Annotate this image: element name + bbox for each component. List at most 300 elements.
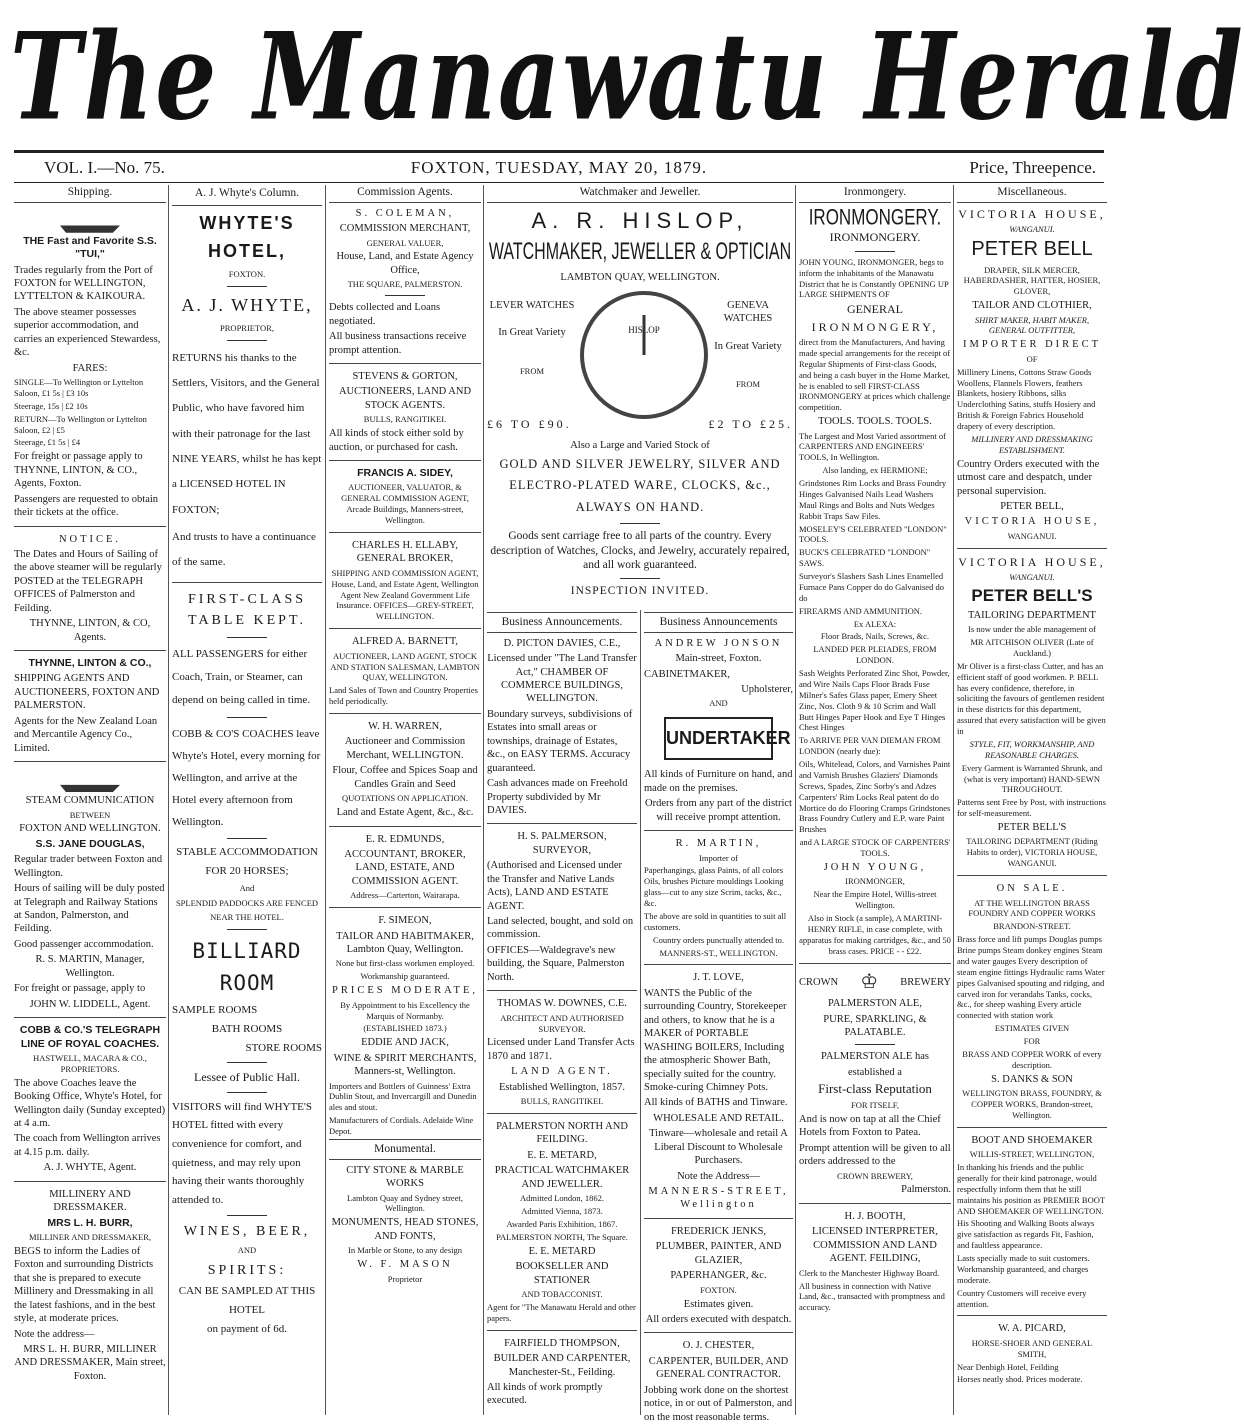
ad-text: Estimates given. (683, 1298, 754, 1310)
ad-text: Hours of sailing will be duly posted at Telegraph and Railway Stations at Sandon, Palmerston, and Feilding. (14, 883, 165, 935)
ad-text: OF (1026, 353, 1038, 364)
ad-text: SAMPLE ROOMS (172, 1003, 258, 1016)
ad-text: MOSELEY'S CELEBRATED "LONDON" TOOLS. (799, 523, 947, 545)
column-whyte (172, 185, 322, 1415)
price-range: £2 TO £25. (708, 416, 793, 431)
ad-text: BULLS, RANGITIKEI. (520, 1096, 604, 1107)
ad-text: SHIPPING AND COMMISSION AGENT, House, Land, and Estate Agent, Wellington Agent New Zealand Government Life Insurance. OFFICES—GREY-STREET, WELLINGTON. (331, 567, 479, 622)
ad-text: LAND AGENT. (511, 1066, 613, 1078)
rule (855, 1044, 895, 1045)
crown-icon: ♔ (860, 970, 879, 993)
ad-text: The coach from Wellington arrives at 4.15 p.m. daily. (14, 1133, 161, 1158)
column-divider (795, 185, 796, 1415)
rule (487, 1113, 637, 1114)
ad-text: Clerk to the Manchester Highway Board. (799, 1267, 940, 1278)
ad-text: And (239, 883, 255, 894)
ad-text: Agent for "The Manawatu Herald and other papers. (487, 1301, 636, 1323)
ad-heading: PETER BELL (971, 237, 1093, 260)
ad-heading: PETER BELL, (1000, 500, 1064, 512)
ad-text: BRASS AND COPPER WORK of every description. (962, 1048, 1102, 1070)
ad-text: In Marble or Stone, to any design (347, 1245, 463, 1256)
ad-heading: Lessee of Public Hall. (194, 1070, 300, 1084)
rule (227, 340, 267, 341)
ad-heading: BOOKSELLER AND STATIONER (515, 1261, 609, 1286)
column-divider (168, 185, 169, 1415)
ad-text: Surveyor's Slashers Sash Lines Enamelled Furnace Pans Copper do do Galvanised do do (799, 571, 944, 603)
ad-text: PAPERHANGER, &c. (670, 1270, 767, 1282)
ad-heading: H. J. BOOTH, (844, 1210, 906, 1222)
ad-heading: ANDREW JONSON (654, 637, 783, 649)
ad-text: Paperhangings, glass Paints, of all colors Oils, brushes Picture mouldings Looking glass—cut to any size Scrim, tacks, &c., &c. (644, 865, 784, 909)
rule (957, 548, 1107, 549)
ad-text: FOR ITSELF, (851, 1099, 899, 1110)
column-divider (953, 185, 954, 1415)
ad-text: All business in connection with Native Land, &c., transacted with promptness and accuracy. (799, 1280, 945, 1313)
ad-text: Awarded Paris Exhibition, 1867. (506, 1218, 618, 1229)
ad-sign: JOHN W. LIDDELL, Agent. (29, 998, 151, 1010)
ad-text: PROPRIETOR, (220, 322, 274, 333)
ad-text: ALL PASSENGERS for either Coach, Train, or Steamer, can depend on being called in time. (172, 647, 311, 707)
rule (957, 1127, 1107, 1128)
billiard-room-heading: BILLIARD ROOM (192, 938, 302, 996)
ad-text: Agents for the New Zealand Loan and Mercantile Agency Co., Limited. (14, 715, 158, 754)
rule (329, 826, 481, 827)
ad-text: Flour, Coffee and Spices Soap and Candles Grain and Seed (332, 765, 478, 790)
ad-text: TAILOR AND HABITMAKER, Lambton Quay, Wellington. (336, 930, 474, 956)
ad-text: Boundary surveys, subdivisions of Estates into small areas or townships, drainage of Estates, &c., on EASY TERMS. Accuracy guaranteed. (487, 708, 633, 774)
ad-text: Is now under the able management of (968, 624, 1096, 635)
ad-text: In Great Variety (714, 340, 782, 352)
ad-heading: E. R. EDMUNDS, (365, 833, 445, 845)
masthead-rule (14, 150, 1104, 153)
ad-text: STYLE, FIT, WORKMANSHIP, AND REASONABLE CHARGES. (969, 738, 1095, 760)
ad-text: QUOTATIONS ON APPLICATION. (341, 793, 469, 804)
ad-heading: TAILORING DEPARTMENT (968, 609, 1096, 621)
rule (799, 1203, 951, 1204)
rule (14, 526, 166, 527)
ad-text: CAN BE SAMPLED AT THIS (178, 1285, 316, 1298)
ad-heading: W. F. MASON (357, 1259, 453, 1271)
ad-text: Land and Estate Agent, &c., &c. (336, 807, 474, 819)
ad-text: For freight or passage, apply to (14, 983, 146, 995)
ad-text: Importers and Bottlers of Guinness' Extra Dublin Stout, and Invercargill and Dunedin ales and stout. (329, 1080, 477, 1113)
ad-text: Land selected, bought, and sold on commission. (487, 916, 634, 941)
rule (487, 1330, 637, 1331)
ad-heading: IRONMONGERY, (811, 319, 939, 334)
ad-heading: VICTORIA HOUSE, (958, 554, 1106, 569)
ad-text: AUCTIONEER, LAND AGENT, STOCK AND STATION SALESMAN, LAMBTON QUAY, WELLINGTON. (330, 650, 480, 683)
ad-text: MILLINERY AND DRESSMAKING ESTABLISHMENT. (971, 433, 1093, 455)
column-heading: Commission Agents. (329, 185, 481, 203)
ad-text: Also in Stock (a sample), A MARTINI-HENRY RIFLE, in case complete, with apparatus for making cartridges, &c., and 50 brass cases. PRICE - - £22. (799, 913, 951, 956)
ad-text: Auctioneer and Commission Merchant, WELLINGTON. (344, 736, 466, 761)
column-ironmongery (799, 185, 951, 1415)
ad-text: ACCOUNTANT, BROKER, LAND, ESTATE, AND COMMISSION AGENT. (344, 848, 466, 887)
column-heading: Miscellaneous. (957, 185, 1107, 203)
ad-text: AUCTIONEER, VALUATOR, & GENERAL COMMISSION AGENT, Arcade Buildings, Manners-street, Wellington. (341, 482, 469, 526)
ad-heading: IRONMONGERY. (808, 204, 942, 230)
ad-text: STABLE ACCOMMODATION (176, 846, 318, 859)
hotel-name: WHYTE'S HOTEL, (199, 212, 295, 261)
rule (799, 963, 951, 964)
ad-text: Importer of (699, 852, 738, 863)
ad-text: The above Coaches leave the Booking Office, Whyte's Hotel, for Wellington daily (Sunday excepted) at 4 a.m. (14, 1077, 166, 1130)
rule (14, 1181, 166, 1182)
ad-heading: R. MARTIN, (675, 838, 762, 850)
rule (644, 1218, 793, 1219)
ad-text: Country orders punctually attended to. (652, 934, 784, 945)
ad-text: BULLS, RANGITIKEI. (363, 414, 447, 425)
rule (329, 460, 481, 461)
ad-heading: VICTORIA HOUSE, (964, 516, 1100, 528)
ad-text: All kinds of stock either sold by auction, or purchased for cash. (329, 428, 464, 453)
ad-text: Workmanship guaranteed. (360, 971, 450, 982)
price-range: £6 TO £90. (487, 416, 572, 431)
ad-heading: INSPECTION INVITED. (570, 585, 710, 598)
ad-heading: F. SIMEON, (378, 915, 432, 927)
ad-text: Address—Carterton, Wairarapa. (350, 890, 460, 901)
ad-text: WILLIS-STREET, WELLINGTON, (969, 1149, 1095, 1160)
ad-text: By Appointment to his Excellency the Marquis of Normanby. (340, 999, 470, 1021)
ad-heading: JOHN YOUNG, (823, 861, 927, 873)
column-business-right (644, 612, 793, 1423)
undertaker-heading: UNDERTAKER (666, 728, 791, 749)
column-heading: Business Announcements. (487, 612, 637, 633)
ad-heading: PLUMBER, PAINTER, AND GLAZIER, (655, 1241, 782, 1266)
ad-text: All kinds of BATHS and Tinware. (644, 1097, 788, 1109)
ad-text: THE SQUARE, PALMERSTON. (347, 279, 463, 290)
ad-heading: BOOT AND SHOEMAKER (971, 1134, 1093, 1146)
ad-text: LEVER WATCHES (489, 299, 575, 311)
ad-text: SHIRT MAKER, HABIT MAKER, GENERAL OUTFITTER, (974, 314, 1090, 336)
ad-text: None but first-class workmen employed. (335, 958, 475, 969)
ad-text: Established Wellington, 1857. (498, 1081, 626, 1093)
issue-price: Price, Threepence. (969, 158, 1096, 177)
ad-heading: THOMAS W. DOWNES, C.E. (497, 998, 627, 1010)
fare-line: Steerage, 15s | £2 10s (14, 400, 88, 411)
ad-heading: AUCTIONEERS, LAND AND STOCK AGENTS. (338, 386, 472, 411)
ad-text: MILLINER AND DRESSMAKER, (28, 1232, 152, 1243)
ad-heading: J. T. LOVE, (693, 972, 744, 984)
ad-text: SPLENDID PADDOCKS ARE FENCED NEAR THE HOTEL. (175, 898, 319, 922)
ad-text: HORSE-SHOER AND GENERAL SMITH, (971, 1337, 1093, 1359)
ad-text: Millinery Linens, Cottons Straw Goods Woollens, Flannels Flowers, feathers Blankets, hosiery Ribbons, silks Underclothing Satins, stuffs Hosiery and British & Foreign Fabrics Household drapery of every description. (957, 366, 1096, 432)
ad-text: Manufacturers of Cordials. Adelaide Wine Depot. (329, 1115, 474, 1137)
ad-text: Palmerston. (901, 1184, 951, 1196)
ad-text: Mr Oliver is a first-class Cutter, and has an efficient staff of good workmen. P. BELL has every confidence, therefore, in soliciting the favours of gentlemen resident in these districts for this department, assured that every satisfaction will be given in (957, 660, 1106, 737)
ad-text: Admitted London, 1862. (519, 1193, 605, 1204)
ad-text: All orders executed with despatch. (645, 1313, 792, 1325)
ad-text: House, Land, and Estate Agency Office, (336, 251, 474, 276)
rule (329, 628, 481, 629)
rule (227, 1092, 267, 1093)
ad-text: Proprietor (387, 1273, 423, 1284)
rule (329, 532, 481, 533)
rule (620, 578, 660, 579)
ad-heading: PETER BELL'S (971, 585, 1093, 605)
ad-heading: O. J. CHESTER, (682, 1340, 755, 1352)
column-shipping (14, 185, 166, 1415)
ad-text: AND (709, 698, 728, 709)
ad-heading: TOOLS. TOOLS. TOOLS. (818, 416, 932, 428)
ad-text: BRANDON-STREET. (993, 921, 1071, 932)
ad-heading: H. S. PALMERSON, SURVEYOR, (517, 831, 607, 856)
lever-watches-block (487, 297, 577, 379)
fare-line: RETURN—To Wellington or Lyttelton Saloon, £2 | £5 (14, 413, 147, 435)
ad-heading: COBB & CO.'S TELEGRAPH LINE OF ROYAL COACHES. (19, 1024, 161, 1050)
ad-text: PALMERSTON NORTH, The Square. (496, 1231, 628, 1242)
ad-text: All kinds of work promptly executed. (487, 1381, 603, 1407)
ad-heading: PRICES MODERATE, (331, 985, 478, 997)
ad-text: PRACTICAL WATCHMAKER AND JEWELLER. (494, 1165, 630, 1190)
ad-text: VISITORS will find WHYTE'S HOTEL fitted with every convenience for comfort, and quietness, and may rely upon having their wants thoroughly attended to. (172, 1100, 312, 1207)
ad-text: WANGANUI. (1009, 572, 1055, 583)
ad-heading: W. A. PICARD, (998, 1323, 1066, 1335)
steamship-icon (60, 768, 120, 792)
ad-text: Ex ALEXA: (853, 618, 897, 629)
column-watchmaker (487, 185, 793, 605)
ad-heading: ALFRED A. BARNETT, (352, 636, 458, 648)
ad-heading: E. E. METARD (528, 1245, 596, 1257)
rule (227, 637, 267, 638)
ad-text: Prompt attention will be given to all orders addressed to the (799, 1142, 951, 1168)
ad-text: HOTEL (228, 1304, 266, 1317)
column-heading: A. J. Whyte's Column. (172, 185, 322, 206)
ad-text: All kinds of Furniture on hand, and made on the premises. (644, 769, 793, 794)
rule (14, 650, 166, 651)
ad-text: Main-street, Foxton. (675, 653, 762, 665)
ad-text: (Authorised and Licensed under the Transfer and Native Lands Acts), LAND AND ESTATE AGENT. (487, 860, 622, 912)
rule (227, 929, 267, 930)
rule (487, 823, 637, 824)
rule (227, 717, 267, 718)
ad-text: BEGS to inform the Ladies of Foxton and surrounding Districts that she is prepared to execute Millinery and Dressmaking in all the latest fashions, and in the best style, at moderate prices. (14, 1245, 156, 1325)
volume-number: VOL. I.—No. 75. (44, 158, 165, 177)
ad-text: Also a Large and Varied Stock of (570, 439, 710, 451)
column-heading: Business Announcements (644, 612, 793, 633)
ad-text: CROWN BREWERY, (837, 1170, 913, 1181)
watch-illustration-area (487, 287, 793, 437)
ad-text: on payment of 6d. (206, 1323, 288, 1336)
ad-heading: COMMISSION MERCHANT, (339, 223, 471, 235)
ad-text: MR AITCHISON OLIVER (Late of Auckland.) (970, 637, 1094, 658)
ad-heading: STEVENS & GORTON, (352, 370, 458, 382)
watch-face-label: HISLOP (628, 324, 660, 335)
ad-text: Grindstones Rim Locks and Brass Foundry Hinges Galvanised Nails Lead Washers Maul Rings and Bolts and Nuts Wedges Rabbit Traps Saw Files. (799, 478, 947, 521)
ad-heading: GOLD AND SILVER JEWELRY, SILVER AND ELECTRO-PLATED WARE, CLOCKS, &c., ALWAYS ON HAND. (499, 457, 781, 514)
ad-heading: ON SALE. (996, 883, 1068, 895)
column-miscellaneous (957, 185, 1107, 1415)
ad-text: Cash advances made on Freehold Property subdivided by Mr DAVIES. (487, 778, 628, 816)
ad-text: Every Garment is Warranted Shrunk, and (what is very important) HAND-SEWN THROUGHOUT. (961, 762, 1103, 795)
ad-text: GENERAL VALUER, (366, 237, 444, 248)
ad-text: FOR (1023, 1036, 1041, 1047)
rule (227, 838, 267, 839)
column-heading: Shipping. (14, 185, 166, 203)
ad-text: direct from the Manufacturers, And having made special arrangements for the receipt of Regular Shipments of First-class Goods, and being a cash buyer in the Home Market, he is enabled to sell FIRST-CLASS IRONMONGERY at prices which challenge competition. (799, 337, 951, 413)
ad-heading: TAILOR AND CLOTHIER, (972, 300, 1092, 312)
ad-text: All business transactions receive prompt attention. (329, 331, 467, 356)
crown-brewery-banner (799, 970, 951, 996)
ad-text: To ARRIVE PER VAN DIEMAN FROM LONDON (nearly due): (799, 735, 941, 757)
ad-heading: BREWERY (900, 976, 951, 988)
geneva-watches-block (703, 297, 793, 392)
undertaker-box (664, 717, 791, 760)
ad-text: Note the Address— (677, 1170, 760, 1182)
rule (644, 1332, 793, 1333)
ad-text: Sash Weights Perforated Zinc Shot, Powder, and Wire Nails Caps Floor Brads Fuse Milner's Safes Glass paper, Emery Sheet Zinc, Nos. Cloth 9 & 10 Scrim and Wall Butt Hinges Paper Hook and Eye T Hinges Chest Hinges (799, 668, 950, 733)
ad-heading: FREDERICK JENKS, (670, 1225, 767, 1237)
ad-text: PURE, SPARKLING, & PALATABLE. (823, 1013, 927, 1039)
ad-heading: PETER BELL'S (997, 822, 1067, 834)
ad-text: SHIPPING AGENTS AND AUCTIONEERS, FOXTON AND PALMERSTON. (14, 673, 160, 712)
ad-text: IRONMONGER, (845, 876, 905, 887)
ad-text: In Great Variety (498, 327, 566, 339)
column-heading: Ironmongery. (799, 185, 951, 203)
ad-heading: PALMERSTON ALE, (828, 998, 922, 1010)
ad-text: CABINETMAKER, (644, 668, 731, 680)
ad-heading: THE Fast and Favorite S.S. "TUI," (23, 234, 157, 261)
ad-text: WINE & SPIRIT MERCHANTS, Manners-st, Wellington. (333, 1052, 477, 1078)
ad-text: Licensed under Land Transfer Acts 1870 and 1871. (487, 1037, 635, 1062)
ad-text: ARCHITECT AND AUTHORISED SURVEYOR. (500, 1012, 624, 1034)
ad-text: Near the Empire Hotel, Willis-street Wellington. (813, 889, 937, 911)
rule (957, 1315, 1107, 1316)
ad-text: COBB & CO'S COACHES leave Whyte's Hotel, every morning for Wellington, and arrive at the Hotel every afternoon from Wellington. (172, 728, 321, 829)
ad-text: Patterns sent Free by Post, with instructions for self-measurement. (957, 797, 1106, 819)
ad-text: Near Denbigh Hotel, Feilding (957, 1361, 1059, 1372)
ad-text: Jobbing work done on the shortest notice, in or out of Palmerston, and on the most reasonable terms. (644, 1384, 793, 1423)
ad-text: WELLINGTON BRASS, FOUNDRY, & COPPER WORKS, Brandon-street, Wellington. (962, 1088, 1102, 1120)
ad-text: LANDED PER PLEIADES, FROM LONDON. (813, 644, 937, 666)
ad-text: And trusts to have a continuance of the same. (172, 530, 316, 569)
ad-text: Also landing, ex HERMIONE; (822, 465, 928, 476)
ad-text: JOHN YOUNG, IRONMONGER, begs to inform the inhabitants of the Manawatu District that he is Constantly OPENING UP LARGE SHIPMENTS OF (799, 256, 949, 300)
ad-heading: VICTORIA HOUSE, (958, 206, 1106, 221)
ad-text: The above steamer possesses superior accommodation, and carries an experienced Stewardess, &c. (14, 306, 161, 359)
rule (644, 964, 793, 965)
fare-line: Steerage, £1 5s | £4 (14, 437, 81, 448)
ad-text: Country Orders executed with the utmost care and despatch, under personal supervision. (957, 458, 1100, 497)
ad-text: Country Customers will receive every attention. (957, 1287, 1087, 1309)
rule (227, 286, 267, 287)
rule (957, 875, 1107, 876)
ad-heading: IRONMONGERY. (829, 230, 921, 245)
ad-text: Lasts specially made to suit customers. Workmanship guaranteed, and charges moderate. (957, 1253, 1090, 1285)
column-divider (483, 185, 484, 1415)
ad-text: FIREARMS AND AMMUNITION. (799, 605, 923, 616)
ad-text: Good passenger accommodation. (14, 938, 154, 950)
pocket-watch-icon (580, 291, 708, 419)
ad-text: For freight or passage apply to THYNNE, LINTON, & CO., Agents, Foxton. (14, 451, 143, 490)
ad-heading: PALMERSTON ALE has (821, 1051, 929, 1063)
rule (487, 990, 637, 991)
newspaper-title: The Manawatu Herald (10, 6, 1245, 148)
ad-heading: S.S. JANE DOUGLAS, (35, 837, 145, 850)
ad-text: Goods sent carriage free to all parts of the country. Every description of Watches, Clocks, and Jewelry, accurately repaired, and all work guaranteed. (490, 529, 790, 572)
ad-text: FOR 20 HORSES; (205, 865, 289, 878)
ad-text: FOXTON AND WELLINGTON. (19, 823, 161, 835)
ad-text: His Shooting and Walking Boots always give satisfaction as regards Fit, Fashion, and faultless appearance. (957, 1218, 1095, 1251)
ad-heading: WATCHMAKER, JEWELLER & OPTICIAN (488, 239, 792, 265)
rule (227, 1215, 267, 1216)
ad-heading: MILLINERY AND DRESSMAKER. (49, 1188, 131, 1214)
ad-text: OFFICES—Waldegrave's new building, the Square, Palmerston North. (487, 944, 625, 983)
ad-text: WHOLESALE AND RETAIL. (653, 1112, 784, 1124)
ad-text: established a (848, 1066, 902, 1078)
rule (172, 582, 322, 583)
ad-text: MANNERS-STREET, Wellington (648, 1186, 789, 1211)
ad-heading: ESTIMATES GIVEN (994, 1023, 1070, 1034)
ad-text: Regular trader between Foxton and Wellington. (14, 854, 163, 879)
ad-text: Upholsterer, (741, 684, 793, 696)
ad-heading: W. H. WARREN, (368, 721, 442, 733)
ad-text: FOXTON. (700, 1284, 737, 1295)
ad-text: The Dates and Hours of Sailing of the above steamer will be regularly POSTED at the TELEGRAPH OFFICES of Palmerston and Feilding. (14, 548, 162, 614)
ad-text: Note the address— (14, 1328, 95, 1340)
ad-text: MANNERS-ST., WELLINGTON. (659, 947, 778, 958)
ad-text: Passengers are requested to obtain their tickets at the office. (14, 493, 159, 519)
ad-heading: SPIRITS: (207, 1262, 287, 1278)
column-heading: Monumental. (329, 1139, 481, 1160)
ad-text: LAMBTON QUAY, WELLINGTON. (560, 272, 720, 284)
ad-heading: S. DANKS & SON (991, 1073, 1073, 1085)
ad-text: WANGANUI. (1007, 530, 1057, 541)
ad-text: Licensed under "The Land Transfer Act," CHAMBER OF COMMERCE BUILDINGS, WELLINGTON. (487, 653, 637, 705)
ad-text: AND (237, 1245, 257, 1256)
ad-text: MONUMENTS, HEAD STONES, AND FONTS, (331, 1217, 479, 1242)
rule (644, 830, 793, 831)
rule (620, 523, 660, 524)
ad-heading: EDDIE AND JACK, (361, 1037, 449, 1049)
rule (329, 363, 481, 364)
steamship-icon (60, 209, 120, 233)
issue-date: FOXTON, TUESDAY, MAY 20, 1879. (410, 158, 708, 177)
rule (385, 295, 425, 296)
ad-text: TAILORING DEPARTMENT (Riding Habits to order), VICTORIA HOUSE, WANGANUI. (966, 836, 1098, 869)
ad-heading: CHARLES H. ELLABY, GENERAL BROKER, (352, 539, 458, 565)
ad-text: Lambton Quay and Sydney street, Wellington. (347, 1192, 463, 1214)
ad-text: Horses neatly shod. Prices moderate. (957, 1374, 1083, 1385)
ad-heading: E. E. METARD, (527, 1149, 597, 1161)
dateline-rule (14, 182, 1104, 183)
ad-heading: MRS L. H. BURR, (47, 1216, 133, 1229)
ad-text: FROM (519, 365, 545, 376)
dateline (14, 158, 1104, 180)
ad-sign: MRS L. H. BURR, MILLINER AND DRESSMAKER, Main street, Foxton. (14, 1344, 166, 1382)
ad-text: FOXTON. (228, 268, 266, 279)
ad-text: GENEVA WATCHES (723, 299, 773, 325)
ad-heading: IMPORTER DIRECT (963, 339, 1101, 351)
ad-text: Floor Brads, Nails, Screws, &c. (820, 631, 930, 642)
ad-text: And is now on tap at all the Chief Hotels from Foxton to Patea. (799, 1113, 941, 1139)
ad-heading: CITY STONE & MARBLE WORKS (346, 1164, 464, 1190)
ad-text: Oils, Whitelead, Colors, and Varnishes Paint and Varnish Brushes Glaziers' Diamonds Screws, Spades, Zinc Sorby's and Adzes Carpenters' Rim Locks Real patent do do Mortice do do Flooring Cramps Grindstones Brass Foundry Cutlery and E.P. ware Paint Brushes (799, 759, 951, 835)
ad-heading: FIRST-CLASS TABLE KEPT. (187, 591, 307, 629)
ad-heading: FAIRFIELD THOMPSON, (504, 1337, 620, 1349)
ad-text: LICENSED INTERPRETER, COMMISSION AND LAND AGENT. FEILDING, (812, 1226, 938, 1265)
ad-sign: THYNNE, LINTON, & CO, Agents. (29, 618, 151, 643)
rule (14, 1017, 166, 1018)
ad-text: Orders from any part of the district will receive prompt attention. (645, 798, 792, 823)
ad-text: DRAPER, SILK MERCER, HABERDASHER, HATTER, HOSIER, GLOVER, (963, 264, 1101, 297)
ad-heading: A. J. WHYTE, (181, 294, 313, 315)
ad-text: Brass force and lift pumps Douglas pumps Brine pumps Steam donkey engines Steam and water gauges Every description of steam engine fittings Hydraulic rams Water pipes Galvanised spouting and ridging, and carved iron for verandahs Tanks, cocks, &c., for sheep washing Every article connected with station work (957, 934, 1105, 1021)
masthead (0, 0, 1245, 148)
ad-heading: A. R. HISLOP, (531, 207, 749, 233)
ad-heading: D. PICTON DAVIES, C.E., (503, 637, 621, 649)
ad-text: AT THE WELLINGTON BRASS FOUNDRY AND COPPER WORKS (968, 897, 1096, 919)
